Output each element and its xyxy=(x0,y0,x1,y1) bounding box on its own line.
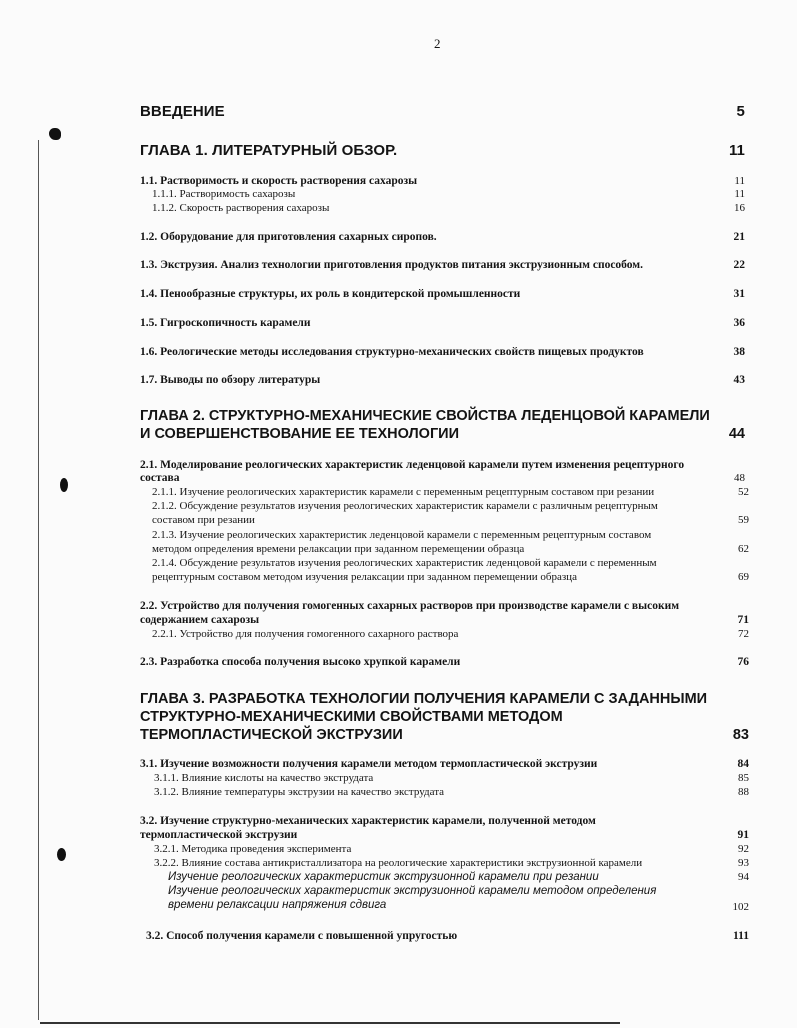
toc-s2-1-3-line1: 2.1.3. Изучение реологических характеристик леденцовой карамели с переменным рецептурным составом xyxy=(152,529,652,541)
page-number: 2 xyxy=(434,36,441,51)
toc-s1-1-2-page: 16 xyxy=(734,202,745,214)
toc-s3-2-1-title: 3.2.1. Методика проведения эксперимента xyxy=(154,843,352,855)
toc-ch2-title-line2: И СОВЕРШЕНСТВОВАНИЕ ЕЕ ТЕХНОЛОГИИ xyxy=(140,426,460,442)
toc-s2-2-line1: 2.2. Устройство для получения гомогенных сахарных растворов при производстве карамели с высоким xyxy=(140,600,680,612)
toc-s3-2-2-page: 93 xyxy=(738,857,749,869)
toc-ch1-title: ГЛАВА 1. ЛИТЕРАТУРНЫЙ ОБЗОР. xyxy=(140,142,398,159)
toc-ch3-title-line3: ТЕРМОПЛАСТИЧЕСКОЙ ЭКСТРУЗИИ xyxy=(140,727,403,743)
toc-s1-1-page: 11 xyxy=(734,175,745,187)
toc-s1-6-page: 38 xyxy=(733,346,745,358)
toc-s3-1-title: 3.1. Изучение возможности получения карамели методом термопластической экструзии xyxy=(140,758,598,770)
toc-s3-1-page: 84 xyxy=(737,758,749,770)
toc-intro-title: ВВЕДЕНИЕ xyxy=(140,103,225,120)
toc-s2-3-title: 2.3. Разработка способа получения высоко хрупкой карамели xyxy=(140,656,461,668)
toc-s2-1-4-line2: рецептурным составом методом изучения релаксации при заданном перемещении образца xyxy=(152,571,577,583)
toc-s1-4-page: 31 xyxy=(733,288,745,300)
toc-italic-1-page: 94 xyxy=(738,871,749,883)
toc-s1-4-title: 1.4. Пенообразные структуры, их роль в кондитерской промышленности xyxy=(140,288,521,300)
toc-s2-2-1-page: 72 xyxy=(738,628,749,640)
toc-s2-1-1-title: 2.1.1. Изучение реологических характеристик карамели с переменным рецептурным составом при резании xyxy=(152,486,655,498)
toc-s2-1-line1: 2.1. Моделирование реологических характеристик леденцовой карамели путем изменения рецептурного xyxy=(140,459,685,471)
toc-ch3-title-line2: СТРУКТУРНО-МЕХАНИЧЕСКИМИ СВОЙСТВАМИ МЕТОДОМ xyxy=(140,709,563,725)
toc-ch2-title-line1: ГЛАВА 2. СТРУКТУРНО-МЕХАНИЧЕСКИЕ СВОЙСТВА ЛЕДЕНЦОВОЙ КАРАМЕЛИ xyxy=(140,408,710,424)
toc-s3-2b-page: 111 xyxy=(733,930,749,942)
toc-s1-7-page: 43 xyxy=(733,374,745,386)
toc-s1-7-title: 1.7. Выводы по обзору литературы xyxy=(140,374,321,386)
toc-s1-6-title: 1.6. Реологические методы исследования структурно-механических свойств пищевых продуктов xyxy=(140,346,644,358)
toc-s3-2-1-page: 92 xyxy=(738,843,749,855)
toc-s1-1-2-title: 1.1.2. Скорость растворения сахарозы xyxy=(152,202,330,214)
toc-s3-2b-title: 3.2. Способ получения карамели с повышенной упругостью xyxy=(146,930,458,942)
toc-s1-5-title: 1.5. Гигроскопичность карамели xyxy=(140,317,311,329)
toc-s3-2a-line1: 3.2. Изучение структурно-механических характеристик карамели, полученной методом xyxy=(140,815,596,827)
toc-italic-2-line1: Изучение реологических характеристик экструзионной карамели методом определения xyxy=(168,885,657,897)
toc-s2-1-page: 48 xyxy=(734,472,745,484)
toc-s3-1-2-page: 88 xyxy=(738,786,749,798)
toc-intro-page: 5 xyxy=(736,103,745,120)
scan-mark-2 xyxy=(60,478,68,492)
toc-s2-1-3-page: 62 xyxy=(738,543,749,555)
toc-s2-1-3-line2: методом определения времени релаксации при заданном перемещении образца xyxy=(152,543,525,555)
toc-ch3-title-line1: ГЛАВА 3. РАЗРАБОТКА ТЕХНОЛОГИИ ПОЛУЧЕНИЯ КАРАМЕЛИ С ЗАДАННЫМИ xyxy=(140,691,708,707)
toc-s1-2-title: 1.2. Оборудование для приготовления сахарных сиропов. xyxy=(140,231,437,243)
toc-s3-2a-page: 91 xyxy=(737,829,749,841)
scan-mark-1 xyxy=(49,128,61,140)
toc-s1-1-1-title: 1.1.1. Растворимость сахарозы xyxy=(152,188,296,200)
toc-s2-1-2-line2: составом при резании xyxy=(152,514,255,526)
scan-bottom-line xyxy=(40,1022,620,1024)
toc-s2-3-page: 76 xyxy=(737,656,749,668)
toc-s2-1-1-page: 52 xyxy=(738,486,749,498)
toc-s2-1-2-line1: 2.1.2. Обсуждение результатов изучения реологических характеристик карамели с различным рецептурным xyxy=(152,500,658,512)
toc-italic-2-page: 102 xyxy=(732,901,749,913)
toc-s2-1-line2: состава xyxy=(140,472,180,484)
toc-s2-1-4-line1: 2.1.4. Обсуждение результатов изучения реологических характеристик леденцовой карамели с переменным xyxy=(152,557,657,569)
toc-italic-2-line2: времени релаксации напряжения сдвига xyxy=(168,899,387,911)
toc-s2-2-line2: содержанием сахарозы xyxy=(140,614,260,626)
toc-s3-1-1-page: 85 xyxy=(738,772,749,784)
toc-s2-1-2-page: 59 xyxy=(738,514,749,526)
toc-s3-1-2-title: 3.1.2. Влияние температуры экструзии на качество экструдата xyxy=(154,786,445,798)
toc-s1-3-page: 22 xyxy=(733,259,745,271)
toc-s1-5-page: 36 xyxy=(733,317,745,329)
toc-s2-1-4-page: 69 xyxy=(738,571,749,583)
toc-italic-1-title: Изучение реологических характеристик экструзионной карамели при резании xyxy=(168,871,599,883)
toc-s1-1-1-page: 11 xyxy=(734,188,745,200)
toc-ch2-page: 44 xyxy=(728,426,745,442)
toc-s1-2-page: 21 xyxy=(733,231,745,243)
toc-s2-2-page: 71 xyxy=(737,614,749,626)
toc-s1-3-title: 1.3. Экструзия. Анализ технологии приготовления продуктов питания экструзионным способом. xyxy=(140,259,644,271)
toc-s1-1-title: 1.1. Растворимость и скорость растворения сахарозы xyxy=(140,175,418,187)
toc-s3-2a-line2: термопластической экструзии xyxy=(140,829,298,841)
scan-edge-line xyxy=(38,140,39,1020)
toc-ch1-page: 11 xyxy=(728,142,745,159)
toc-s3-1-1-title: 3.1.1. Влияние кислоты на качество экструдата xyxy=(154,772,374,784)
toc-s3-2-2-title: 3.2.2. Влияние состава антикристаллизатора на реологические характеристики экструзионной карамели xyxy=(154,857,643,869)
toc-s2-2-1-title: 2.2.1. Устройство для получения гомогенного сахарного раствора xyxy=(152,628,459,640)
toc-ch3-page: 83 xyxy=(732,727,749,743)
scan-mark-3 xyxy=(57,848,66,861)
